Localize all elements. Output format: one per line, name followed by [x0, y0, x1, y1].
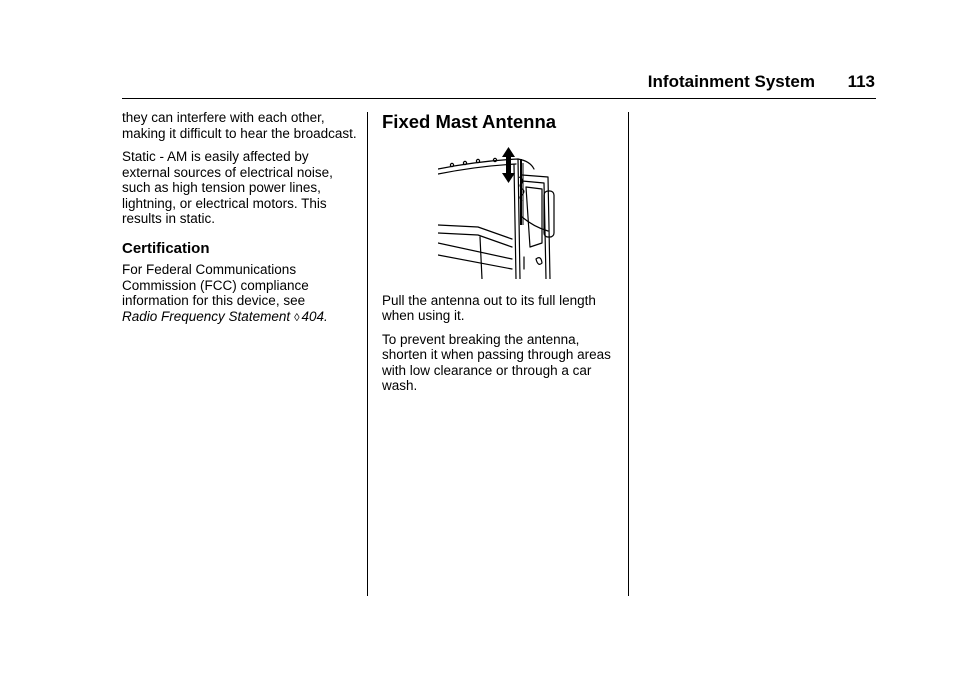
page-reference-icon: ◊	[294, 311, 300, 324]
middle-paragraph-1: Pull the antenna out to its full length when using it.	[382, 292, 596, 323]
antenna-diagram-icon	[438, 147, 556, 279]
header-rule	[122, 98, 876, 99]
left-paragraph-1: they can interfere with each other, making it difficult to hear the broadcast.	[122, 110, 357, 141]
column-divider-left	[367, 112, 368, 596]
certification-heading: Certification	[122, 239, 210, 257]
middle-column	[382, 110, 617, 402]
certification-text: For Federal Communications Commission (FCC) compliance information for this device, see	[122, 262, 309, 308]
fixed-mast-antenna-heading: Fixed Mast Antenna	[382, 111, 557, 132]
middle-paragraph-2: To prevent breaking the antenna, shorten it when passing through areas with low clearance or through a car wash.	[382, 331, 611, 393]
certification-paragraph	[122, 262, 357, 326]
page-number: 113	[847, 72, 875, 91]
section-title: Infotainment System	[647, 72, 815, 91]
column-divider-right	[628, 112, 629, 596]
radio-frequency-statement-link[interactable]: Radio Frequency Statement	[122, 308, 291, 324]
left-column	[122, 110, 357, 334]
left-paragraph-2: Static - AM is easily affected by external sources of electrical noise, such as high tension power lines, lightning, or electrical motors. This results in static.	[122, 149, 333, 226]
reference-page-number[interactable]: 404.	[301, 308, 328, 324]
